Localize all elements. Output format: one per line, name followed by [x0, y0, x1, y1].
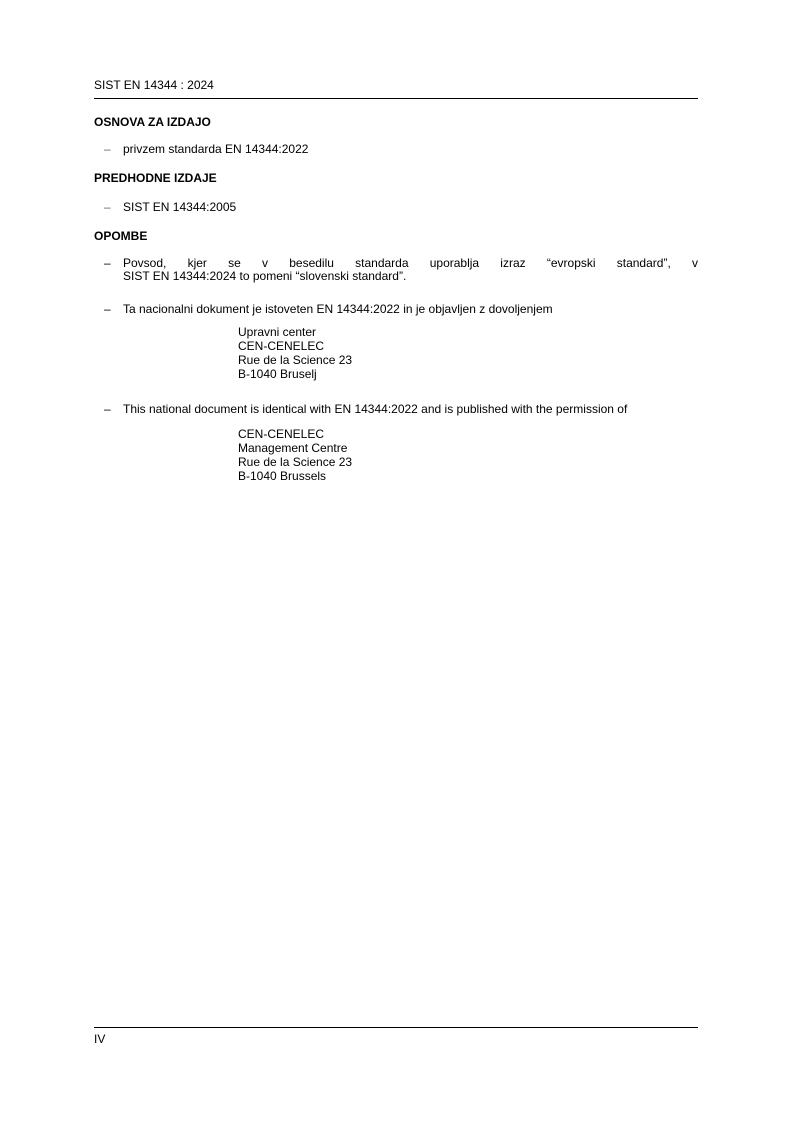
note-2-text: Ta nacionalni dokument je istoveten EN 14344:2022 in je objavljen z dovoljenjem [123, 302, 553, 316]
address-english [238, 427, 352, 483]
footer-rule [94, 1027, 698, 1028]
heading-basis: OSNOVA ZA IZDAJO [94, 115, 211, 129]
heading-previous-editions: PREDHODNE IZDAJE [94, 171, 217, 185]
note-1-line-2: SIST EN 14344:2024 to pomeni “slovenski standard”. [123, 269, 407, 283]
page-header [94, 78, 698, 99]
dash-bullet: – [104, 256, 111, 270]
address-line: Management Centre [238, 441, 348, 455]
address-line: B-1040 Brussels [238, 469, 327, 483]
dash-bullet: – [104, 142, 111, 156]
dash-bullet: – [104, 200, 111, 214]
note-1-line-1: Povsod, kjer se v besedilu standarda uporablja izraz “evropski standard”, v [123, 256, 698, 270]
note-3-text: This national document is identical with EN 14344:2022 and is published with the permission of [123, 402, 628, 416]
dash-bullet: – [104, 302, 111, 316]
list-item-text: SIST EN 14344:2005 [123, 200, 237, 214]
dash-bullet: – [104, 402, 111, 416]
document-id: SIST EN 14344 : 2024 [94, 78, 214, 92]
address-line: CEN-CENELEC [238, 427, 325, 441]
heading-notes: OPOMBE [94, 229, 148, 243]
address-line: Upravni center [238, 325, 317, 339]
address-line: CEN-CENELEC [238, 339, 325, 353]
address-line: Rue de la Science 23 [238, 353, 353, 367]
address-slovenian [238, 325, 352, 381]
address-line: Rue de la Science 23 [238, 455, 353, 469]
address-line: B-1040 Bruselj [238, 367, 317, 381]
list-item-text: privzem standarda EN 14344:2022 [123, 142, 309, 156]
page-number: IV [94, 1032, 106, 1046]
